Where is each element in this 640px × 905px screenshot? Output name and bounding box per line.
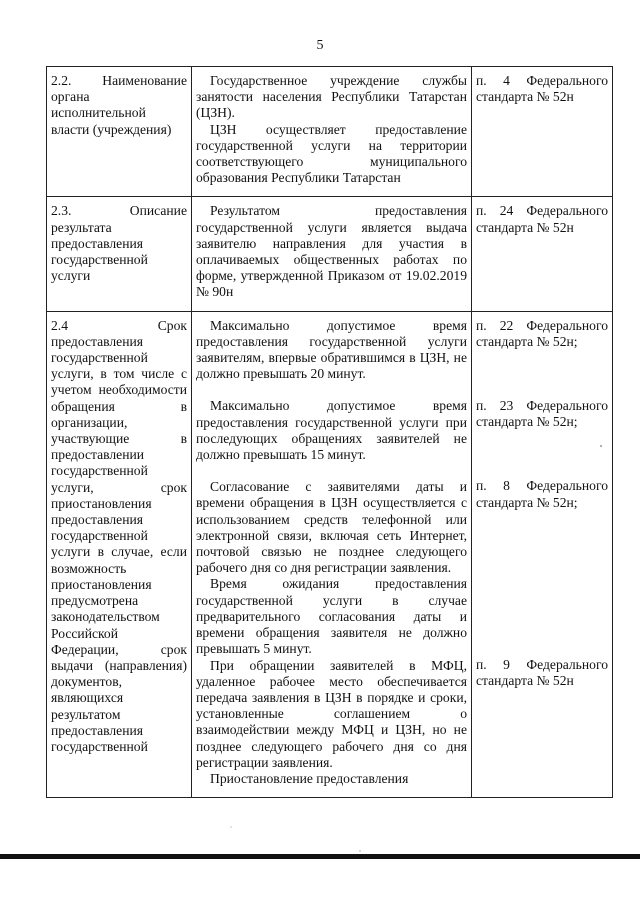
content-paragraph: Государственное учреждение службы занятости населения Республики Татарстан (ЦЗН). — [196, 73, 467, 121]
reference-text: п. 23 Федерального стандарта № 52н; — [476, 398, 608, 430]
content-paragraph: Время ожидания предоставления государственной услуги в случае предварительного согласования даты и времени обращения заявителя не должно превышать 5 минут. — [196, 576, 467, 657]
reference-text: п. 4 Федерального стандарта № 52н — [476, 73, 608, 105]
row-reference — [472, 197, 613, 311]
content-paragraph: Максимально допустимое время предоставления государственной услуги при последующих обращениях заявителей не должно превышать 15 минут. — [196, 398, 467, 463]
content-paragraph: Результатом предоставления государственной услуги является выдача заявителю направления для участия в оплачиваемых общественных работах по форме, утвержденной Приказом от 19.02.2019 № 90н — [196, 203, 467, 300]
row-content — [192, 67, 472, 197]
reference-text: п. 8 Федерального стандарта № 52н; — [476, 478, 608, 510]
row-reference — [472, 311, 613, 797]
content-paragraph: Приостановление предоставления — [210, 770, 409, 786]
regulation-table — [46, 66, 613, 798]
reference-text: п. 22 Федерального стандарта № 52н; — [476, 317, 608, 349]
row-content — [192, 197, 472, 311]
content-paragraph: При обращении заявителей в МФЦ, удаленное рабочее место обеспечивается передача заявления в ЦЗН в порядке и сроки, установленные соглашением о взаимодействии между МФЦ и ЦЗН, но не позднее следующего рабочего дня со дня регистрации заявления. — [196, 657, 467, 770]
content-paragraph: ЦЗН осуществляет предоставление государственной услуги на территории соответствующего муниципального образования Республики Татарстан — [196, 121, 467, 186]
content-paragraph: Максимально допустимое время предоставления государственной услуги заявителям, впервые обратившимся в ЦЗН, не должно превышать 20 минут. — [196, 317, 467, 382]
row-content — [192, 311, 472, 797]
row-heading: 2.3. Описание результата предоставления государственной услуги — [47, 197, 192, 311]
table-row — [47, 311, 613, 797]
scan-bottom-border — [0, 854, 640, 859]
content-paragraph: Согласование с заявителями даты и времени обращения в ЦЗН осуществляется с использованием средств телефонной или электронной связи, включая сеть Интернет, почтовой связью не позднее следующего рабочего дня со дня регистрации заявления. — [196, 479, 467, 576]
table-row — [47, 197, 613, 311]
reference-text: п. 24 Федерального стандарта № 52н — [476, 203, 608, 235]
reference-text: п. 9 Федерального стандарта № 52н — [476, 656, 608, 689]
row-heading: 2.4 Срок предоставления государственной услуги, в том числе с учетом необходимости обращения в организации, участвующие в предоставлении государственной услуги, срок приостановления предоставления государственной услуги в случае, если возможность приостановления предусмотрена законодательством Российской Федерации, срок выдачи (направления) документов, являющихся результатом предоставления государственной — [47, 311, 192, 797]
page-number: 5 — [316, 38, 324, 53]
table-row — [47, 67, 613, 197]
row-reference — [472, 67, 613, 197]
row-heading: 2.2. Наименование органа исполнительной власти (учреждения) — [47, 67, 192, 197]
